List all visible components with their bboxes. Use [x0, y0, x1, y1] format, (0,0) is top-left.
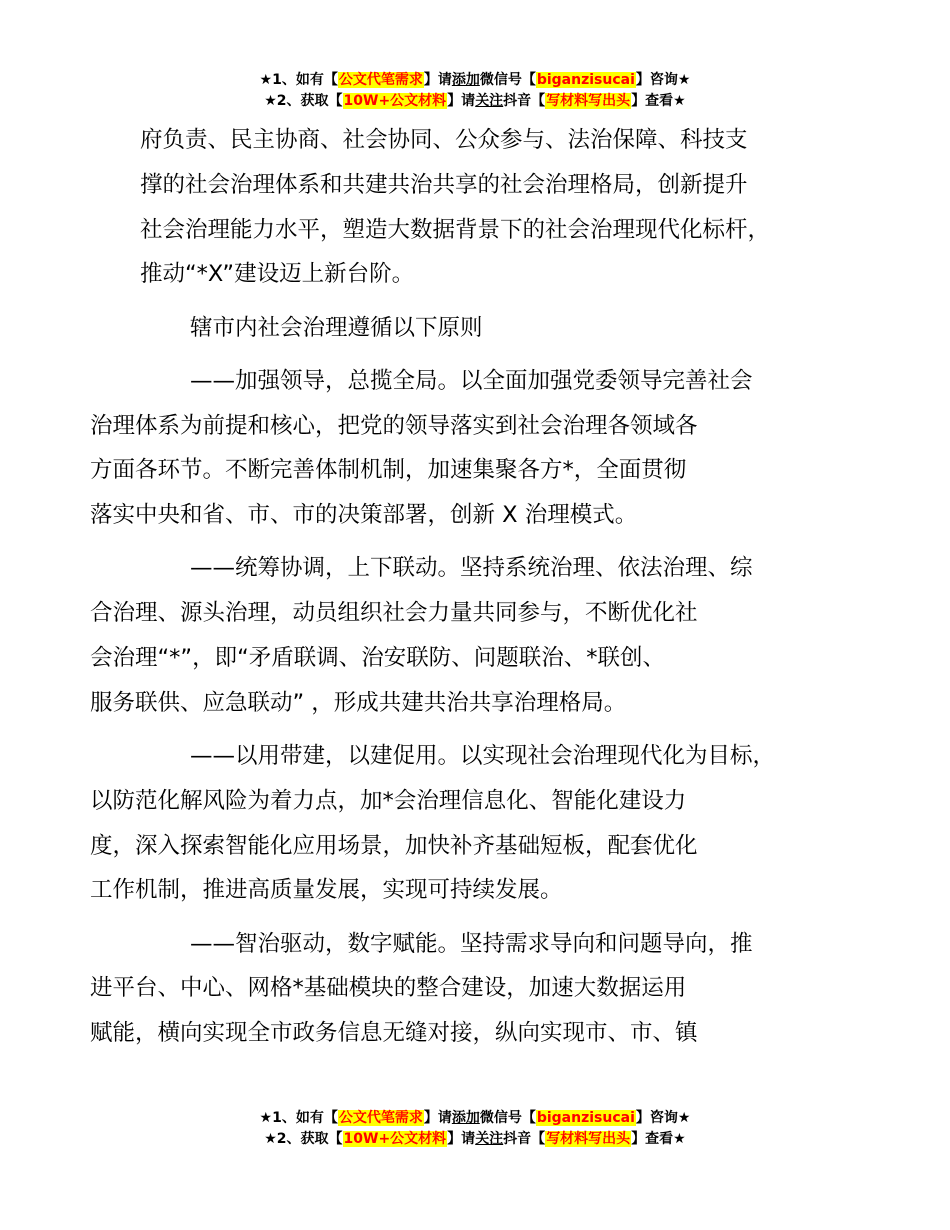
text-line: 会治理“*”，即“矛盾联调、治安联防、问题联治、*联创、 [90, 644, 665, 671]
banner-line-2-prefix: ★2、获取【 [264, 1131, 343, 1147]
banner-line-2-prefix: ★2、获取【 [264, 93, 343, 109]
text-line: 方面各环节。不断完善体制机制，加速集聚各方*，全面贯彻 [90, 457, 687, 484]
header-banner [0, 70, 950, 112]
banner-line-1-highlight-service: 公文代笔需求 [338, 72, 423, 88]
banner-line-2-mid2: 抖音【 [503, 1131, 546, 1147]
text-line: 赋能，横向实现全市政务信息无缝对接，纵向实现市、市、镇 [90, 1020, 698, 1047]
banner-line-2-mid2: 抖音【 [503, 93, 546, 109]
text-line: 推动“*X”建设迈上新台阶。 [140, 261, 415, 288]
text-line: 工作机制，推进高质量发展，实现可持续发展。 [90, 877, 563, 904]
text-line: 度，深入探索智能化应用场景，加快补齐基础短板，配套优化 [90, 832, 698, 859]
paragraph-principle-leadership [90, 359, 835, 538]
text-line: ——智治驱动，数字赋能。坚持需求导向和问题导向，推 [190, 930, 753, 957]
text-line: 社会治理能力水平，塑造大数据背景下的社会治理现代化标杆， [140, 216, 771, 243]
banner-line-2 [0, 91, 950, 112]
text-line: 落实中央和省、市、市的决策部署，创新 X 治理模式。 [90, 502, 638, 529]
text-line: 进平台、中心、网格*基础模块的整合建设，加速大数据运用 [90, 975, 687, 1002]
banner-line-1-suffix: 】咨询★ [635, 72, 691, 88]
banner-line-2-highlight-materials: 10W+公文材料 [343, 1131, 447, 1147]
banner-line-1-prefix: ★1、如有【 [259, 1110, 338, 1126]
document-body [90, 118, 835, 1064]
banner-line-2-emphasis: 关注 [475, 1131, 504, 1147]
banner-line-2-highlight-douyin: 写材料写出头 [546, 1131, 631, 1147]
text-line: 治理体系为前提和核心，把党的领导落实到社会治理各领域各 [90, 412, 698, 439]
text-line: 合治理、源头治理，动员组织社会力量共同参与，不断优化社 [90, 600, 698, 627]
banner-line-2-emphasis: 关注 [475, 93, 504, 109]
banner-line-2-suffix: 】查看★ [631, 93, 686, 109]
text-line: 辖市内社会治理遵循以下原则 [190, 314, 483, 341]
banner-line-1-emphasis: 添加 [451, 72, 480, 88]
banner-line-1-highlight-service: 公文代笔需求 [338, 1110, 423, 1126]
banner-line-2-highlight-materials: 10W+公文材料 [343, 93, 447, 109]
banner-line-1-prefix: ★1、如有【 [259, 72, 338, 88]
paragraph-principle-application [90, 734, 835, 913]
banner-line-2-mid: 】请 [447, 93, 476, 109]
text-line: ——统筹协调，上下联动。坚持系统治理、依法治理、综 [190, 555, 753, 582]
banner-line-1-mid: 】请 [423, 72, 452, 88]
banner-line-2-mid: 】请 [447, 1131, 476, 1147]
banner-line-2-suffix: 】查看★ [631, 1131, 686, 1147]
banner-line-1-mid2: 微信号【 [479, 1110, 536, 1126]
footer-banner [0, 1108, 950, 1150]
banner-line-2-highlight-douyin: 写材料写出头 [546, 93, 631, 109]
banner-line-1-mid: 】请 [423, 1110, 452, 1126]
paragraph-principle-coordination [90, 546, 835, 725]
banner-line-1-highlight-wechat: biganzisucai [536, 1110, 635, 1126]
banner-line-1 [0, 70, 950, 91]
text-line: 服务联供、应急联动” ，形成共建共治共享治理格局。 [90, 689, 627, 716]
text-line: ——以用带建，以建促用。以实现社会治理现代化为目标， [190, 742, 776, 769]
banner-line-1-suffix: 】咨询★ [635, 1110, 691, 1126]
text-line: 撑的社会治理体系和共建共治共享的社会治理格局，创新提升 [140, 171, 748, 198]
paragraph-principle-digital [90, 922, 835, 1056]
text-line: ——加强领导，总揽全局。以全面加强党委领导完善社会 [190, 367, 753, 394]
banner-line-2 [0, 1129, 950, 1150]
text-line: 府负责、民主协商、社会协同、公众参与、法治保障、科技支 [140, 127, 748, 153]
paragraph-principles-heading [140, 306, 835, 351]
banner-line-1-highlight-wechat: biganzisucai [536, 72, 635, 88]
banner-line-1-emphasis: 添加 [451, 1110, 480, 1126]
banner-line-1-mid2: 微信号【 [479, 72, 536, 88]
paragraph-continuation [140, 118, 835, 297]
banner-line-1 [0, 1108, 950, 1129]
text-line: 以防范化解风险为着力点，加*会治理信息化、智能化建设力 [90, 787, 687, 814]
